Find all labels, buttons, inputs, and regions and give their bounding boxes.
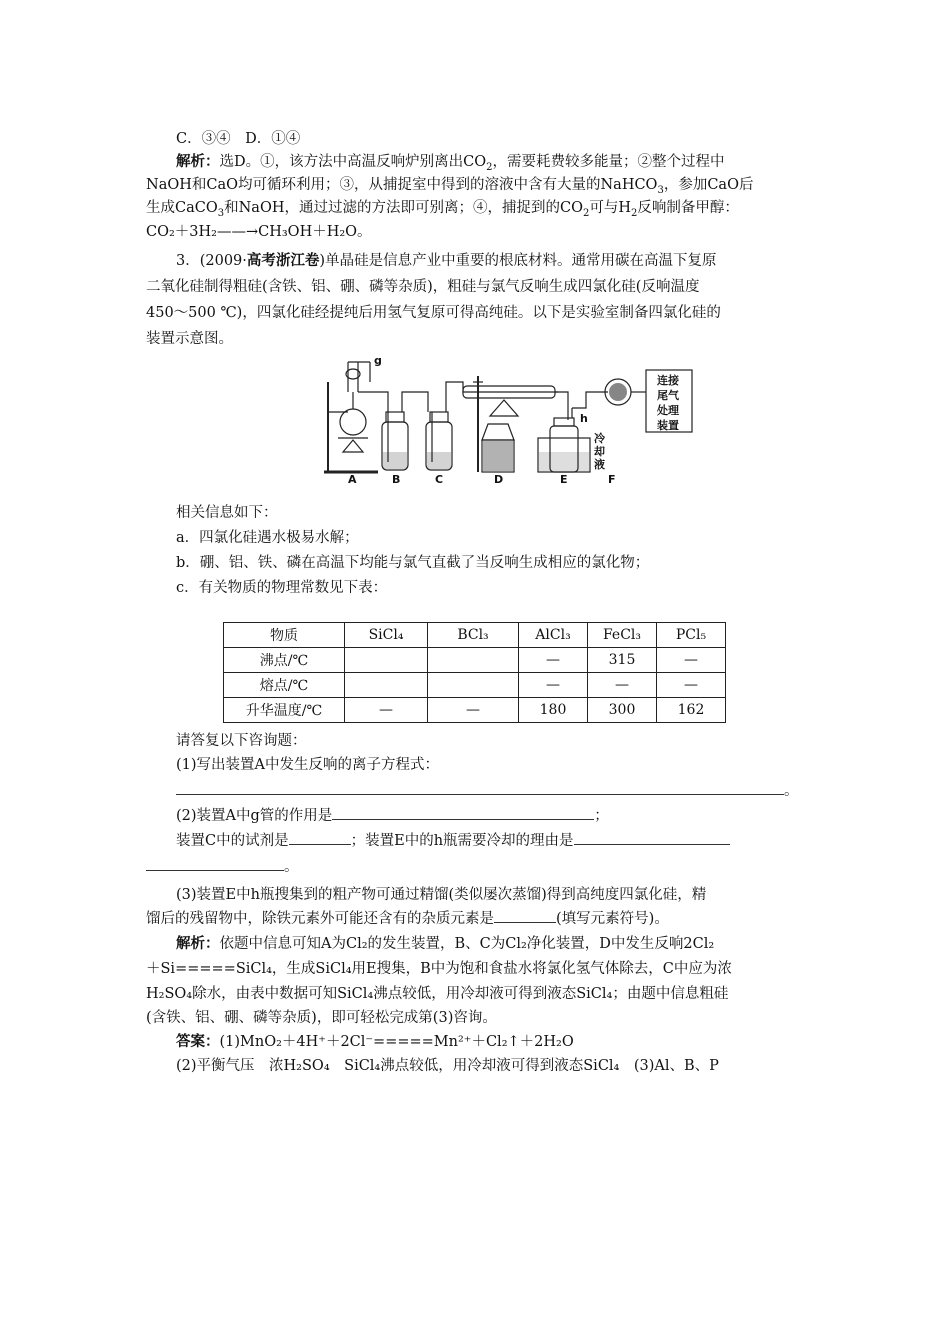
q3-intro-line-2: 二氧化硅制得粗硅(含铁、铝、硼、磷等杂质)，粗硅与氯气反响生成四氯化硅(反响温度 (146, 279, 700, 295)
sub1-line: (1)写出装置A中发生反响的离子方程式： (176, 757, 440, 773)
sub2b-continued: 。 (146, 856, 806, 878)
table-cell: 300 (588, 698, 657, 723)
q3-intro-line-3: 450～500 ℃)，四氯化硅经提纯后用氢气复原可得高纯硅。以下是实验室制备四氯化硅的 (146, 305, 721, 321)
sub1-blank-line: 。 (176, 780, 806, 802)
coolant-3: 液 (594, 458, 605, 471)
table-cell (345, 648, 428, 673)
coolant-2: 却 (594, 445, 605, 458)
table-cell: — (588, 673, 657, 698)
analysis-line-2: NaOH和CaO均可循环利用；③，从捕捉室中得到的溶液中含有大量的NaHCO$_3$，参加CaO后 (146, 177, 754, 196)
q3-analysis-line-1: 解析：依题中信息可知A为Cl₂的发生装置，B、C为Cl₂净化装置，D中发生反响2Cl₂ (176, 935, 715, 952)
q3-intro-line-4: 装置示意图。 (146, 331, 233, 347)
table-cell: 180 (519, 698, 588, 723)
answer-blank-3[interactable] (289, 830, 351, 845)
sub3-line-1: (3)装置E中h瓶搜集到的粗产物可通过精馏(类似屡次蒸馏)得到高纯度四氯化硅，精 (176, 887, 707, 903)
table-cell: 升华温度/℃ (224, 698, 345, 723)
sub3-line-2: 馏后的残留物中，除铁元素外可能还含有的杂质元素是 (填写元素符号)。 (146, 908, 806, 930)
physical-constants-table (223, 622, 726, 723)
table-cell: 物质 (224, 623, 345, 648)
table-cell: — (428, 698, 519, 723)
box-line-3: 处理 (657, 404, 679, 417)
table-cell: PCl₅ (657, 623, 726, 648)
box-line-2: 尾气 (657, 389, 679, 402)
label-A: A (348, 473, 357, 486)
table-cell: SiCl₄ (345, 623, 428, 648)
label-C: C (435, 473, 444, 486)
table-row (224, 673, 726, 698)
table-cell: 熔点/℃ (224, 673, 345, 698)
apparatus-figure (318, 352, 698, 486)
info-b: b．硼、铝、铁、磷在高温下均能与氯气直截了当反响生成相应的氯化物； (176, 555, 650, 571)
answer-blank-1[interactable] (176, 780, 784, 795)
q3-analysis-line-4: (含铁、铝、硼、磷等杂质)，即可轻松完成第(3)咨询。 (146, 1010, 497, 1026)
sub2a-line: (2)装置A中g管的作用是 ； (176, 805, 806, 827)
table-cell: — (345, 698, 428, 723)
table-cell: FeCl₃ (588, 623, 657, 648)
label-F: F (608, 473, 616, 486)
table-cell: AlCl₃ (519, 623, 588, 648)
equation-line: CO₂＋3H₂——→CH₃OH＋H₂O。 (146, 224, 372, 240)
answer-blank-5[interactable] (146, 856, 284, 871)
label-g: g (374, 354, 382, 367)
box-line-4: 装置 (657, 419, 679, 432)
table-cell: 162 (657, 698, 726, 723)
sub2b-line: 装置C中的试剂是 ；装置E中的h瓶需要冷却的理由是 (176, 830, 806, 852)
table-cell (345, 673, 428, 698)
label-B: B (392, 473, 401, 486)
label-h: h (580, 412, 588, 425)
table-cell: — (519, 648, 588, 673)
table-row (224, 698, 726, 723)
coolant-1: 冷 (594, 432, 605, 445)
info-title: 相关信息如下： (176, 505, 278, 521)
choices-line: C．③④ D．①④ (176, 131, 301, 147)
table-cell (428, 648, 519, 673)
q3-intro-line-1: 3．(2009·高考浙江卷)单晶硅是信息产业中重要的根底材料。通常用碳在高温下复原 (176, 252, 717, 269)
info-c: c．有关物质的物理常数见下表： (176, 580, 388, 596)
table-cell: 沸点/℃ (224, 648, 345, 673)
prompt-line: 请答复以下咨询题： (176, 733, 307, 749)
answer-line-1: 答案：(1)MnO₂＋4H⁺＋2Cl⁻=====Mn²⁺＋Cl₂↑＋2H₂O (176, 1033, 574, 1050)
table-header-row (224, 623, 726, 648)
q3-analysis-line-2: ＋Si=====SiCl₄，生成SiCl₄用E搜集，B中为饱和食盐水将氯化氢气体除去，C中应为浓 (146, 961, 732, 977)
table-cell (428, 673, 519, 698)
analysis-line-1: 解析：选D。①，该方法中高温反响炉别离出$CO_2$，需要耗费较多能量；②整个过程中 (176, 153, 725, 173)
table-cell: — (657, 648, 726, 673)
q3-analysis-line-3: H₂SO₄除水，由表中数据可知SiCl₄沸点较低，用冷却液可得到液态SiCl₄；由题中信息粗硅 (146, 986, 729, 1002)
analysis-line-3: 生成CaCO$_3$和NaOH，通过过滤的方法即可别离；④，捕捉到的$CO_2$可与$H_2$反响制备甲醇： (146, 200, 739, 219)
answer-blank-6[interactable] (494, 908, 556, 923)
table-cell: — (657, 673, 726, 698)
answer-line-2: (2)平衡气压 浓H₂SO₄ SiCl₄沸点较低，用冷却液可得到液态SiCl₄ (3)Al、B、P (176, 1058, 719, 1074)
answer-blank-2[interactable] (332, 805, 594, 820)
label-D: D (494, 473, 504, 486)
label-E: E (560, 473, 568, 486)
table-cell: BCl₃ (428, 623, 519, 648)
info-a: a．四氯化硅遇水极易水解； (176, 530, 359, 546)
table-row (224, 648, 726, 673)
table-cell: — (519, 673, 588, 698)
box-line-1: 连接 (657, 374, 679, 387)
answer-blank-4[interactable] (574, 830, 730, 845)
table-cell: 315 (588, 648, 657, 673)
